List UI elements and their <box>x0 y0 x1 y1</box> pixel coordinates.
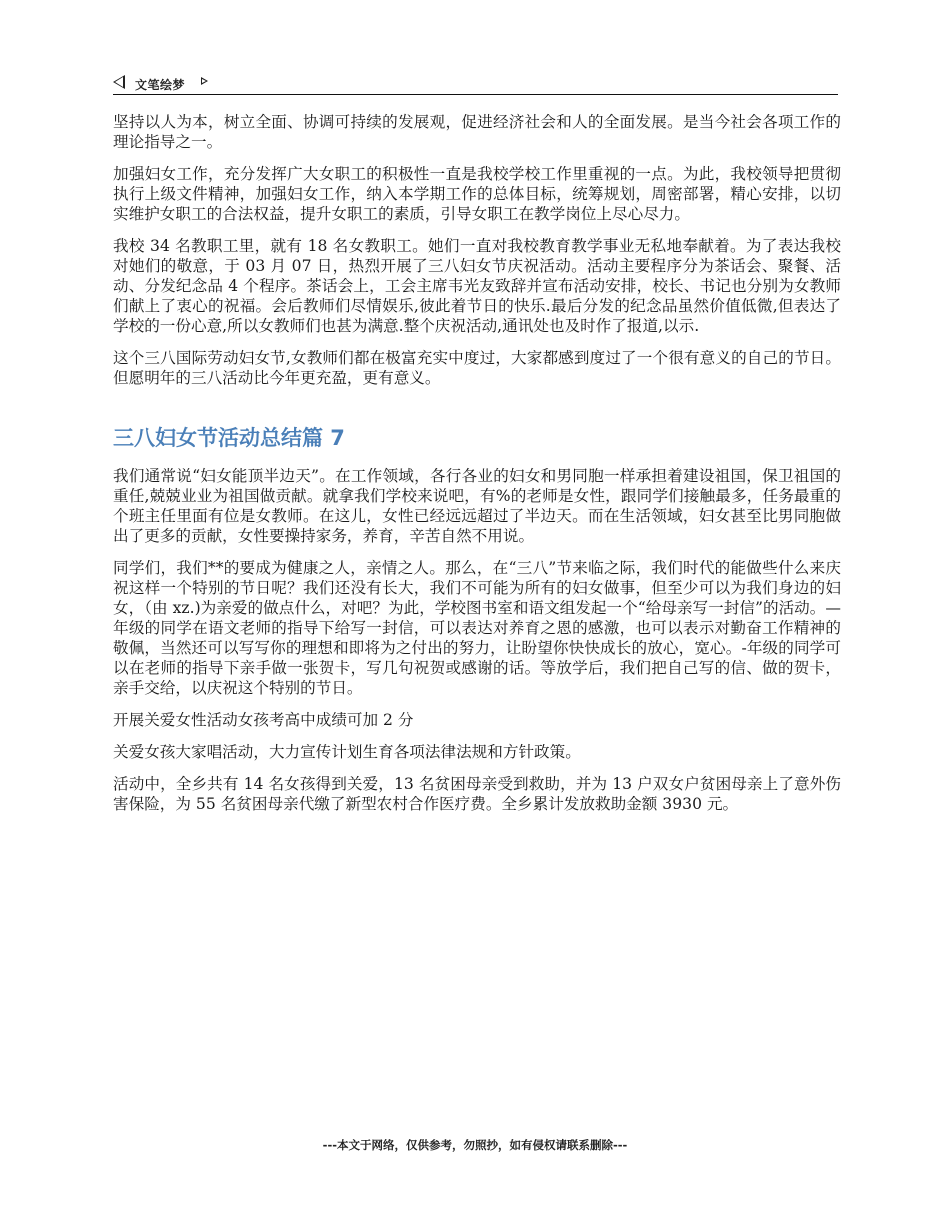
section-7 <box>113 466 841 814</box>
header-brand: 文笔绘梦 <box>135 78 186 92</box>
section-intro <box>113 112 841 388</box>
page-header <box>113 72 838 95</box>
paragraph: 我们通常说“妇女能顶半边天”。在工作领域，各行各业的妇女和男同胞一样承担着建设祖国，保卫祖国的重任,兢兢业业为祖国做贡献。就拿我们学校来说吧，有%的老师是女性，跟同学们接触最多，任务最重的个班主任里面有位是女教师。在这儿，女性已经远远超过了半边天。而在生活领域，妇女甚至比男同胞做出了更多的贡献，女性要操持家务，养育，辛苦自然不用说。 <box>113 467 841 545</box>
paragraph: 同学们，我们**的要成为健康之人，亲情之人。那么，在“三八”节来临之际，我们时代的能做些什么来庆祝这样一个特别的节日呢？我们还没有长大，我们不可能为所有的妇女做事，但至少可以为我们身边的妇女，（由 xz.)为亲爱的做点什么，对吧？为此，学校图书室和语文组发起一个“给母亲写一封信”的活动。—年级的同学在语文老师的指导下给写一封信，可以表达对养育之恩的感激，也可以表示对勤奋工作精神的敬佩，当然还可以写写你的理想和即将为之付出的努力，让盼望你快快成长的放心，宽心。-年级的同学可以在老师的指导下亲手做一张贺卡，写几句祝贺或感谢的话。等放学后，我们把自己写的信、做的贺卡，亲手交给，以庆祝这个特别的节日。 <box>113 559 841 697</box>
paragraph: 关爱女孩大家唱活动，大力宣传计划生育各项法律法规和方针政策。 <box>113 743 581 761</box>
paragraph: 这个三八国际劳动妇女节,女教师们都在极富充实中度过，大家都感到度过了一个很有意义的自己的节日。但愿明年的三八活动比今年更充盈，更有意义。 <box>113 349 841 387</box>
paragraph: 加强妇女工作，充分发挥广大女职工的积极性一直是我校学校工作里重视的一点。为此，我校领导把贯彻执行上级文件精神，加强妇女工作，纳入本学期工作的总体目标，统筹规划，周密部署，精心安排，以切实维护女职工的合法权益，提升女职工的素质，引导女职工在教学岗位上尽心尽力。 <box>113 165 841 223</box>
page-footer: ---本文于网络，仅供参考，勿照抄，如有侵权请联系删除--- <box>322 1138 628 1152</box>
paragraph: 坚持以人为本，树立全面、协调可持续的发展观，促进经济社会和人的全面发展。是当今社会各项工作的理论指导之一。 <box>113 113 841 151</box>
paragraph: 我校 34 名教职工里，就有 18 名女教职工。她们一直对我校教育教学事业无私地奉献着。为了表达我校对她们的敬意，于 03 月 07 日，热烈开展了三八妇女节庆祝活动。活动主要程序分为茶话会、聚餐、活动、分发纪念品 4 个程序。茶话会上，工会主席韦光友致辞并宣布活动安排，校长、书记也分别为女教师们献上了衷心的祝福。会后教师们尽情娱乐,彼此着节日的快乐.最后分发的纪念品虽然价值低微,但表达了学校的一份心意,所以女教师们也甚为满意.整个庆祝活动,通讯处也及时作了报道,以示. <box>113 237 841 335</box>
right-triangle-icon <box>201 77 208 85</box>
left-triangle-icon <box>113 75 125 89</box>
document-body <box>113 112 841 826</box>
paragraph: 活动中，全乡共有 14 名女孩得到关爱，13 名贫困母亲受到救助，并为 13 户双女户贫困母亲上了意外伤害保险，为 55 名贫困母亲代缴了新型农村合作医疗费。全乡累计发放救助金额 3930 元。 <box>113 775 841 813</box>
section-heading: 三八妇女节活动总结篇 7 <box>113 426 345 450</box>
paragraph: 开展关爱女性活动女孩考高中成绩可加 2 分 <box>113 711 414 729</box>
